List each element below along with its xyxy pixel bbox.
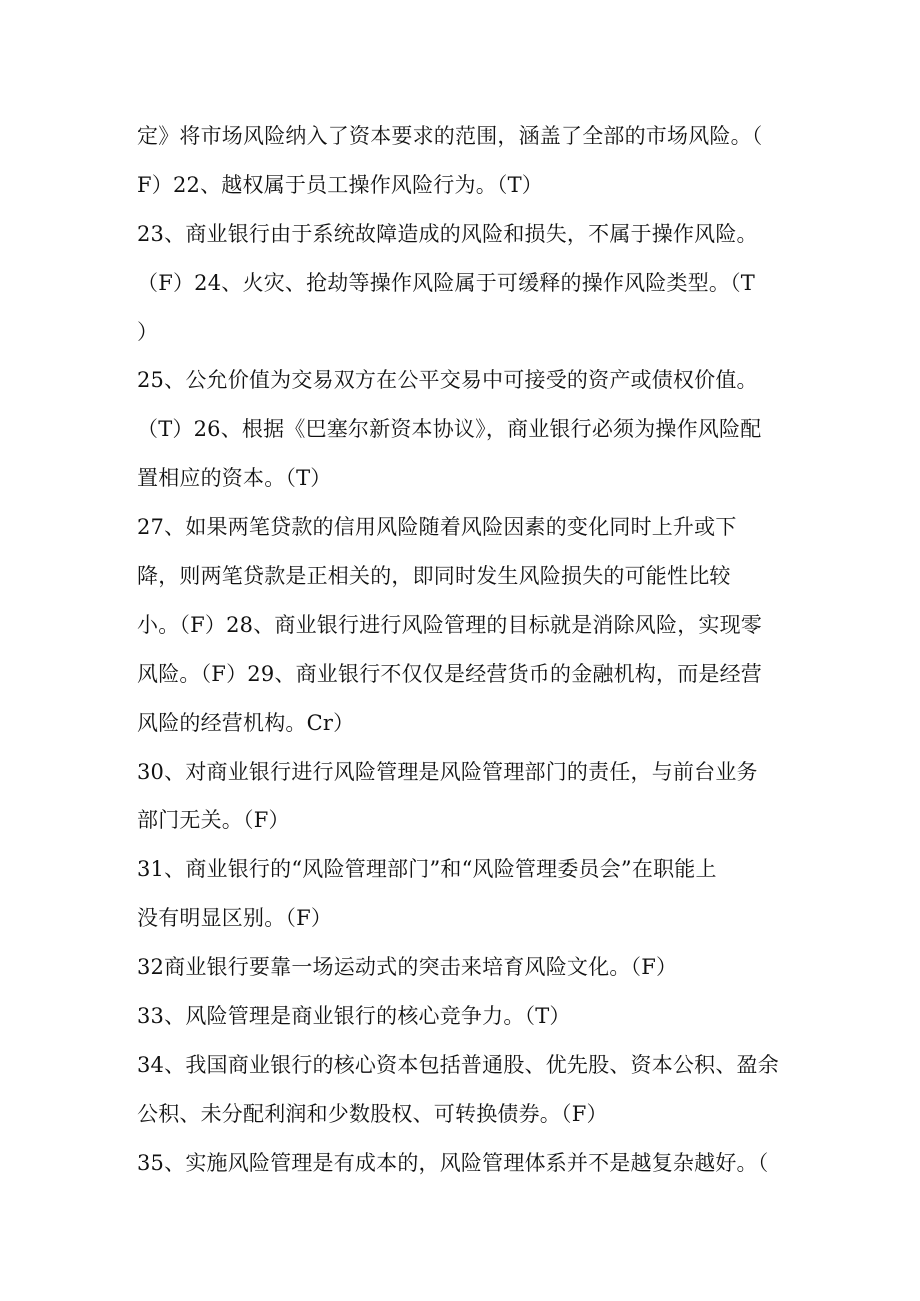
text-line: 降，则两笔贷款是正相关的，即同时发生风险损失的可能性比较 xyxy=(137,564,731,589)
text-line: 置相应的资本。（T） xyxy=(137,466,332,491)
text-line: 小。（F）28、商业银行进行风险管理的目标就是消除风险，实现零 xyxy=(137,612,762,637)
text-line: 公积、未分配利润和少数股权、可转换债券。（F） xyxy=(137,1101,608,1126)
text-line: 风险的经营机构。Cr） xyxy=(137,710,355,735)
text-line: 部门无关。（F） xyxy=(137,808,290,833)
text-line: 33、风险管理是商业银行的核心竞争力。（T） xyxy=(137,1004,571,1029)
text-line: F）22、越权属于员工操作风险行为。（T） xyxy=(137,172,543,197)
text-line: 34、我国商业银行的核心资本包括普通股、优先股、资本公积、盈余 xyxy=(137,1052,779,1077)
text-line: 30、对商业银行进行风险管理是风险管理部门的责任，与前台业务 xyxy=(137,759,758,784)
text-line: ） xyxy=(137,319,159,344)
text-line: 没有明显区别。（F） xyxy=(137,906,333,931)
text-line: 31、商业银行的“风险管理部门”和“风险管理委员会”在职能上 xyxy=(137,857,717,882)
text-line: 25、公允价值为交易双方在公平交易中可接受的资产或债权价值。 xyxy=(137,368,758,393)
text-line: 定》将市场风险纳入了资本要求的范围，涵盖了全部的市场风险。（ xyxy=(137,124,763,148)
document-body xyxy=(137,112,797,1188)
text-line: 风险。（F）29、商业银行不仅仅是经营货币的金融机构，而是经营 xyxy=(137,661,762,686)
text-line: 23、商业银行由于系统故障造成的风险和损失，不属于操作风险。 xyxy=(137,221,758,246)
text-line: （F）24、火灾、抢劫等操作风险属于可缓释的操作风险类型。（T xyxy=(137,270,755,295)
text-line: 27、如果两笔贷款的信用风险随着风险因素的变化同时上升或下 xyxy=(137,515,737,540)
text-line: （T）26、根据《巴塞尔新资本协议》，商业银行必须为操作风险配 xyxy=(137,417,762,442)
text-line: 35、实施风险管理是有成本的，风险管理体系并不是越复杂越好。（ xyxy=(137,1150,769,1175)
text-line: 32商业银行要靠一场运动式的突击来培育风险文化。（F） xyxy=(137,955,678,980)
